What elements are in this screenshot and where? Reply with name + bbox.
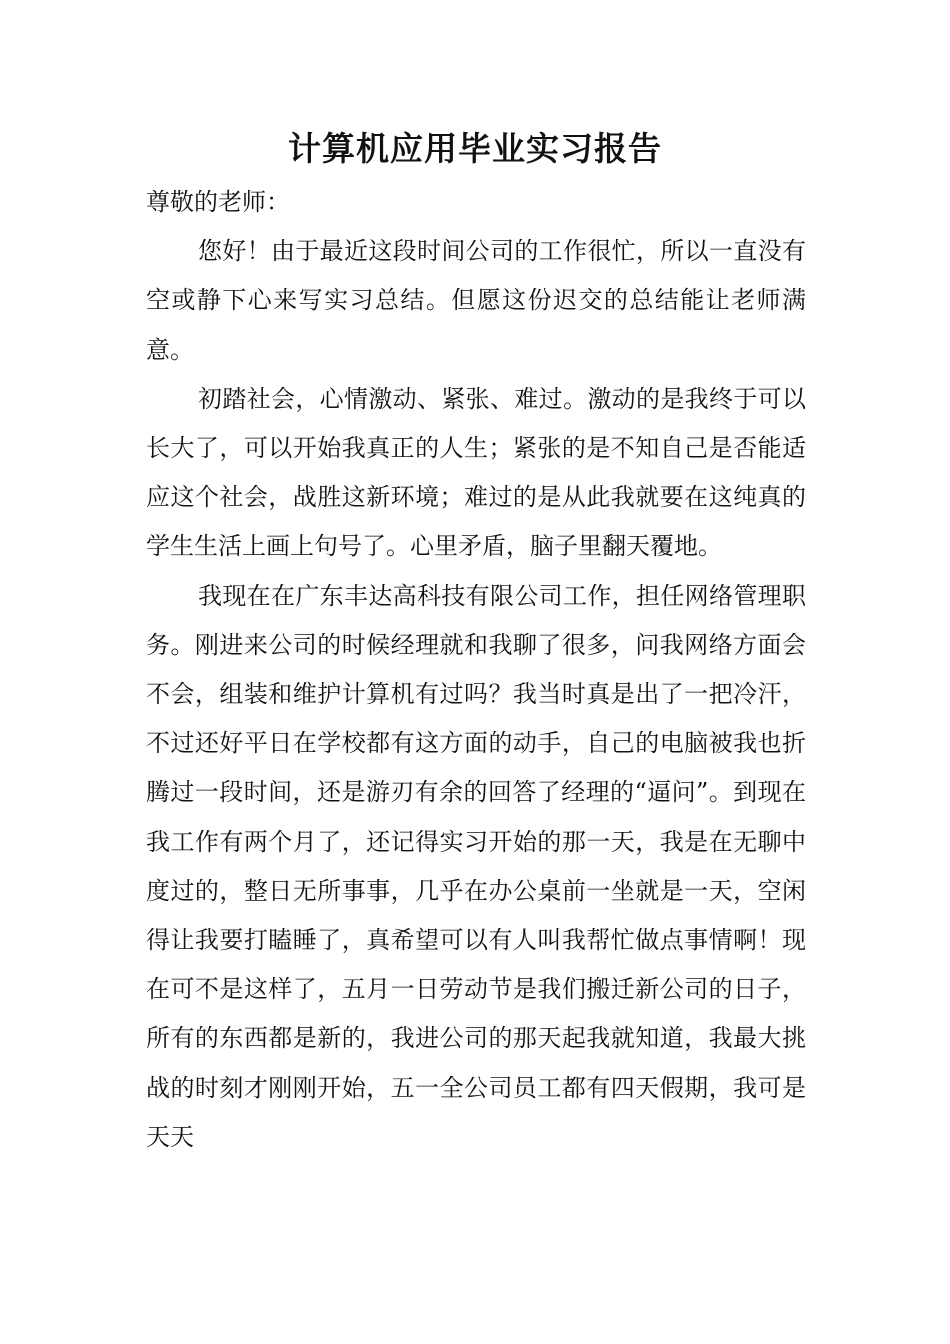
document-body (146, 178, 806, 1162)
paragraph-greeting: 您好！由于最近这段时间公司的工作很忙，所以一直没有空或静下心来写实习总结。但愿这份迟交的总结能让老师满意。 (146, 237, 806, 364)
paragraph-feelings: 初踏社会，心情激动、紧张、难过。激动的是我终于可以长大了，可以开始我真正的人生；紧张的是不知自己是否能适应这个社会，战胜这新环境；难过的是从此我就要在这纯真的学生生活上画上句号了。心里矛盾，脑子里翻天覆地。 (146, 384, 806, 561)
paragraph-work-experience: 我现在在广东丰达高科技有限公司工作，担任网络管理职务。刚进来公司的时候经理就和我聊了很多，问我网络方面会不会，组装和维护计算机有过吗？我当时真是出了一把冷汗，不过还好平日在学校都有这方面的动手，自己的电脑被我也折腾过一段时间，还是游刃有余的回答了经理的“逼问”。到现在我工作有两个月了，还记得实习开始的那一天，我是在无聊中度过的，整日无所事事，几乎在办公桌前一坐就是一天，空闲得让我要打瞌睡了，真希望可以有人叫我帮忙做点事情啊！现在可不是这样了，五月一日劳动节是我们搬迁新公司的日子，所有的东西都是新的，我进公司的那天起我就知道，我最大挑战的时刻才刚刚开始，五一全公司员工都有四天假期，我可是天天 (146, 581, 806, 1151)
salutation: 尊敬的老师： (146, 188, 290, 216)
document-title: 计算机应用毕业实习报告 (288, 129, 662, 168)
